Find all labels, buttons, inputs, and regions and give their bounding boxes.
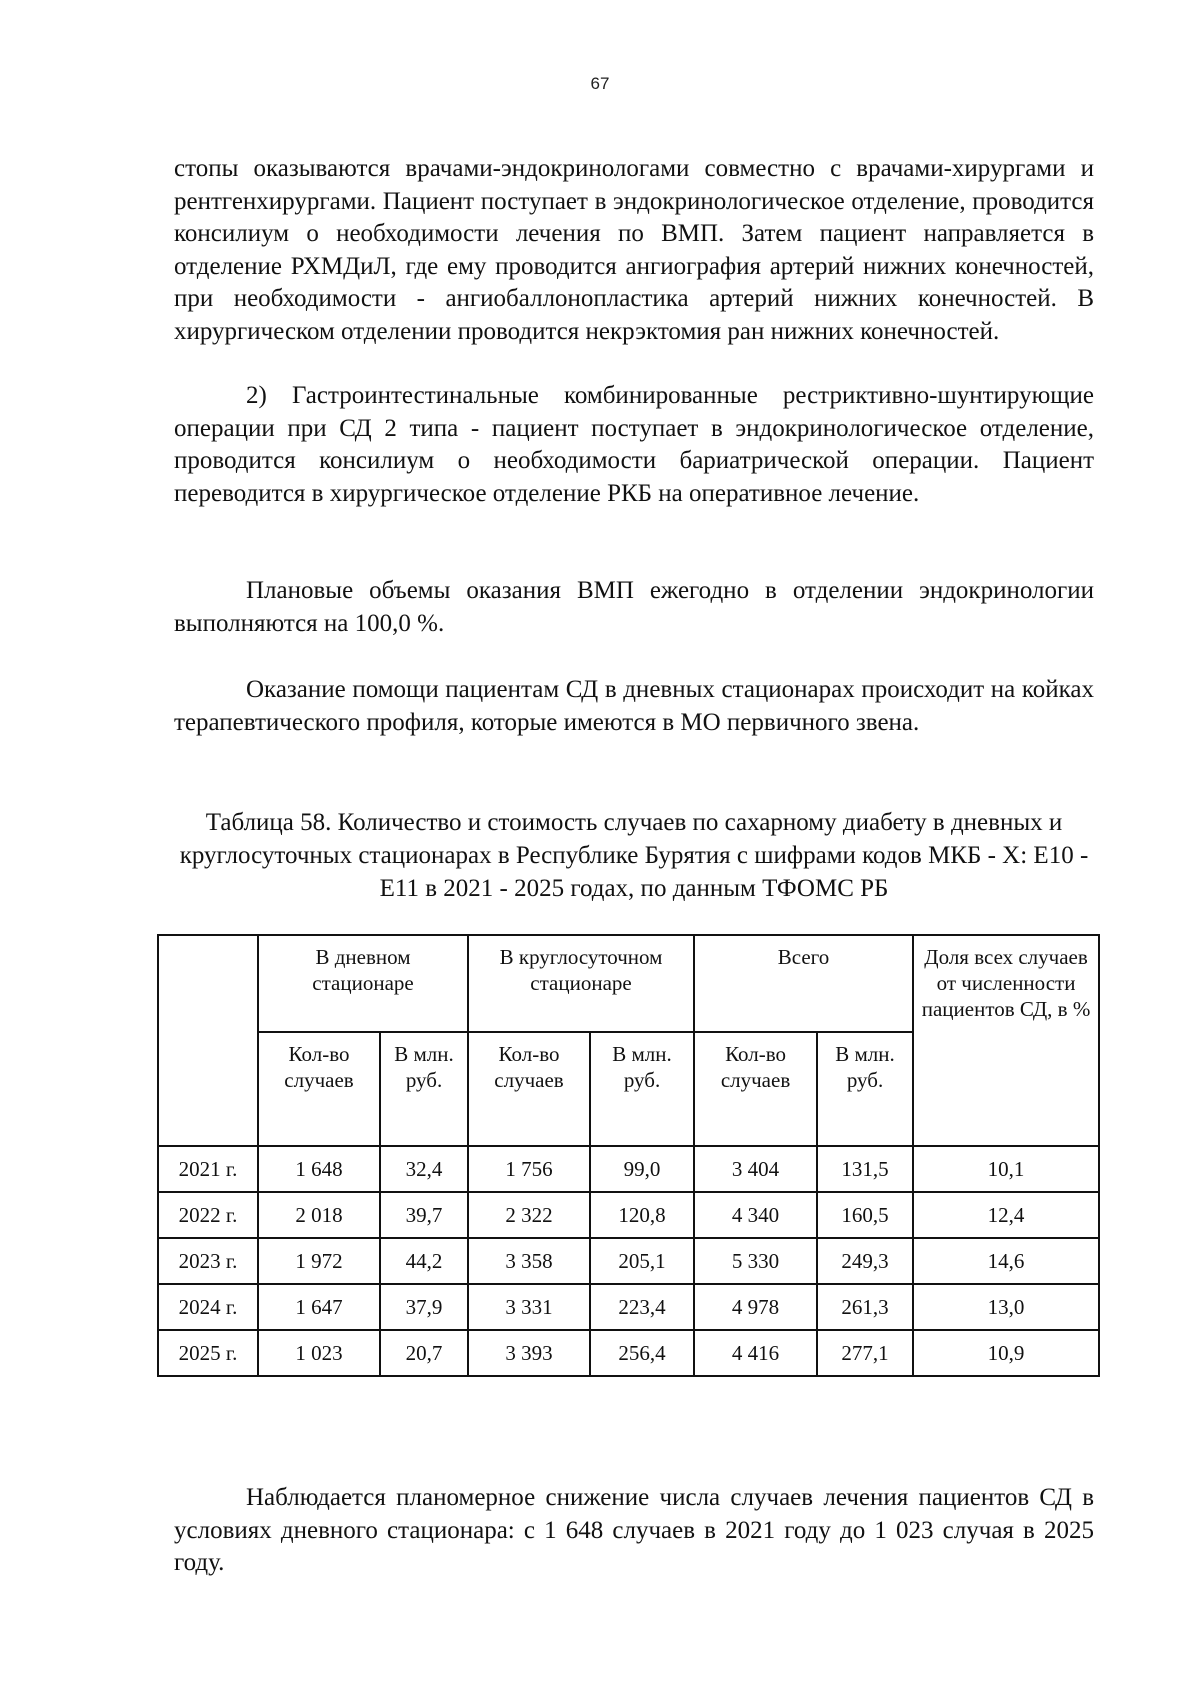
cell-day-cases: 1 972 [258, 1238, 380, 1284]
cell-share: 13,0 [913, 1284, 1099, 1330]
cell-year: 2021 г. [158, 1146, 258, 1192]
cell-total-cases: 4 416 [694, 1330, 817, 1376]
cases-cost-table [157, 934, 1100, 1377]
cell-round-mln: 223,4 [590, 1284, 694, 1330]
cell-day-mln: 44,2 [380, 1238, 468, 1284]
table-caption: Таблица 58. Количество и стоимость случаев по сахарному диабету в дневных и круглосуточных стационарах в Республике Бурятия с шифрами кодов МКБ - X: E10 - E11 в 2021 - 2025 годах, по данным ТФОМС РБ [179, 809, 1089, 902]
cell-share: 14,6 [913, 1238, 1099, 1284]
table-row [158, 1330, 1099, 1376]
cell-round-mln: 256,4 [590, 1330, 694, 1376]
cell-share: 10,9 [913, 1330, 1099, 1376]
header-day-hospital: В дневном стационаре [258, 935, 468, 1032]
subheader-round-mln: В млн. руб. [590, 1032, 694, 1146]
cell-round-mln: 99,0 [590, 1146, 694, 1192]
table-row [158, 1146, 1099, 1192]
subheader-total-cases: Кол-во случаев [694, 1032, 817, 1146]
cell-round-mln: 120,8 [590, 1192, 694, 1238]
cell-day-mln: 32,4 [380, 1146, 468, 1192]
cell-total-cases: 5 330 [694, 1238, 817, 1284]
cell-year: 2025 г. [158, 1330, 258, 1376]
paragraph-trend-conclusion: Наблюдается планомерное снижение числа случаев лечения пациентов СД в условиях дневного стационара: с 1 648 случаев в 2021 году до 1 023 случая в 2025 году. [174, 1484, 1094, 1576]
cell-total-mln: 249,3 [817, 1238, 913, 1284]
cell-total-mln: 261,3 [817, 1284, 913, 1330]
cell-total-mln: 277,1 [817, 1330, 913, 1376]
cell-year: 2022 г. [158, 1192, 258, 1238]
subheader-day-mln: В млн. руб. [380, 1032, 468, 1146]
cell-day-cases: 2 018 [258, 1192, 380, 1238]
cell-day-cases: 1 648 [258, 1146, 380, 1192]
table-row [158, 1192, 1099, 1238]
cell-share: 12,4 [913, 1192, 1099, 1238]
table-row [158, 1238, 1099, 1284]
cell-total-mln: 160,5 [817, 1192, 913, 1238]
cell-round-cases: 2 322 [468, 1192, 590, 1238]
paragraph-foot-treatment: стопы оказываются врачами-эндокринологами совместно с врачами-хирургами и рентгенхирургами. Пациент поступает в эндокринологическое отделение, проводится консилиум о необходимости лечения по ВМП. Затем пациент направляется в отделение РХМДиЛ, где ему проводится ангиография артерий нижних конечностей, при необходимости - ангиобаллонопластика артерий нижних конечностей. В хирургическом отделении проводится некрэктомия ран нижних конечностей. [174, 155, 1094, 345]
header-total: Всего [694, 935, 913, 1032]
cell-total-cases: 4 978 [694, 1284, 817, 1330]
subheader-round-cases: Кол-во случаев [468, 1032, 590, 1146]
cell-total-cases: 3 404 [694, 1146, 817, 1192]
cell-day-cases: 1 023 [258, 1330, 380, 1376]
subheader-total-mln: В млн. руб. [817, 1032, 913, 1146]
cell-year: 2024 г. [158, 1284, 258, 1330]
cell-round-cases: 1 756 [468, 1146, 590, 1192]
cell-day-mln: 39,7 [380, 1192, 468, 1238]
cell-total-cases: 4 340 [694, 1192, 817, 1238]
subheader-day-cases: Кол-во случаев [258, 1032, 380, 1146]
cell-round-mln: 205,1 [590, 1238, 694, 1284]
cell-round-cases: 3 358 [468, 1238, 590, 1284]
header-year-blank [158, 935, 258, 1146]
cell-share: 10,1 [913, 1146, 1099, 1192]
paragraph-day-hospital: Оказание помощи пациентам СД в дневных стационарах происходит на койках терапевтического профиля, которые имеются в МО первичного звена. [174, 676, 1094, 736]
cell-day-cases: 1 647 [258, 1284, 380, 1330]
table-row [158, 1284, 1099, 1330]
cell-day-mln: 20,7 [380, 1330, 468, 1376]
cell-total-mln: 131,5 [817, 1146, 913, 1192]
page-number: 67 [590, 74, 610, 93]
cell-day-mln: 37,9 [380, 1284, 468, 1330]
cell-round-cases: 3 393 [468, 1330, 590, 1376]
header-share: Доля всех случаев от численности пациентов СД, в % [913, 935, 1099, 1146]
cell-year: 2023 г. [158, 1238, 258, 1284]
cell-round-cases: 3 331 [468, 1284, 590, 1330]
paragraph-vmp-volumes: Плановые объемы оказания ВМП ежегодно в отделении эндокринологии выполняются на 100,0 %. [174, 577, 1094, 637]
paragraph-bariatric: 2) Гастроинтестинальные комбинированные рестриктивно-шунтирующие операции при СД 2 типа - пациент поступает в эндокринологическое отделение, проводится консилиум о необходимости бариатрической операции. Пациент переводится в хирургическое отделение РКБ на оперативное лечение. [174, 382, 1094, 507]
header-round-hospital: В круглосуточном стационаре [468, 935, 694, 1032]
